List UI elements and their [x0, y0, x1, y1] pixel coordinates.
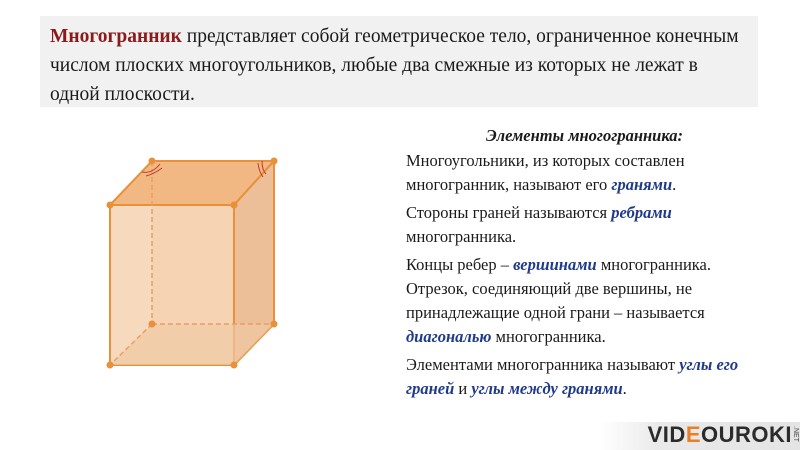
diagonal-text: Отрезок, соединяющий две вершины, не принадлежащие одной грани – называется [406, 279, 705, 322]
vertex [231, 202, 238, 209]
elements-text-block [406, 124, 786, 401]
edges-text-end: многогранника. [406, 227, 517, 246]
faces-term: гранями [611, 175, 673, 194]
vertex [149, 321, 156, 328]
elements-heading: Элементы многогранника: [486, 126, 684, 145]
logo-text-part: VID [647, 422, 686, 447]
logo-net: .NET [792, 426, 799, 442]
videouroki-logo [600, 422, 800, 450]
vertex [149, 158, 156, 165]
vertices-text-end: многогранника. [596, 255, 712, 274]
definition-text: представляет собой геометрическое тело, ограниченное конечным числом плоских многоугольников, любые два смежные из которых не лежат в одной плоскости. [50, 26, 739, 105]
logo-text-accent: E [685, 422, 701, 447]
polyhedron-cube-figure [96, 152, 286, 372]
edges-paragraph [406, 201, 786, 249]
angles-text-end: . [622, 379, 627, 398]
angles-paragraph [406, 353, 786, 401]
vertex [107, 202, 114, 209]
vertices-paragraph [406, 253, 786, 277]
angles-text-mid: и [454, 379, 472, 398]
definition-term: Многогранник [50, 26, 182, 47]
diagonal-term: диагональю [406, 327, 492, 346]
diagonal-text-end: многогранника. [491, 327, 606, 346]
logo-text [648, 422, 792, 448]
vertex [271, 321, 278, 328]
edges-text: Стороны граней называются [406, 203, 612, 222]
logo-text-part: OUROKI [701, 422, 792, 447]
face-angles-term: углы его граней [406, 355, 739, 398]
vertex [231, 362, 238, 369]
definition-box [40, 16, 758, 107]
vertex [271, 158, 278, 165]
angles-text: Элементами многогранника называют [406, 355, 680, 374]
vertex [107, 362, 114, 369]
diagonal-paragraph [406, 277, 786, 349]
faces-text: Многоугольники, из которых составлен многогранник, называют его [406, 151, 685, 194]
faces-paragraph [406, 149, 786, 197]
faces-text-end: . [672, 175, 677, 194]
dihedral-angles-term: углы между гранями [471, 379, 623, 398]
edges-term: ребрами [611, 203, 672, 222]
vertices-text: Концы ребер – [406, 255, 514, 274]
vertices-term: вершинами [513, 255, 597, 274]
